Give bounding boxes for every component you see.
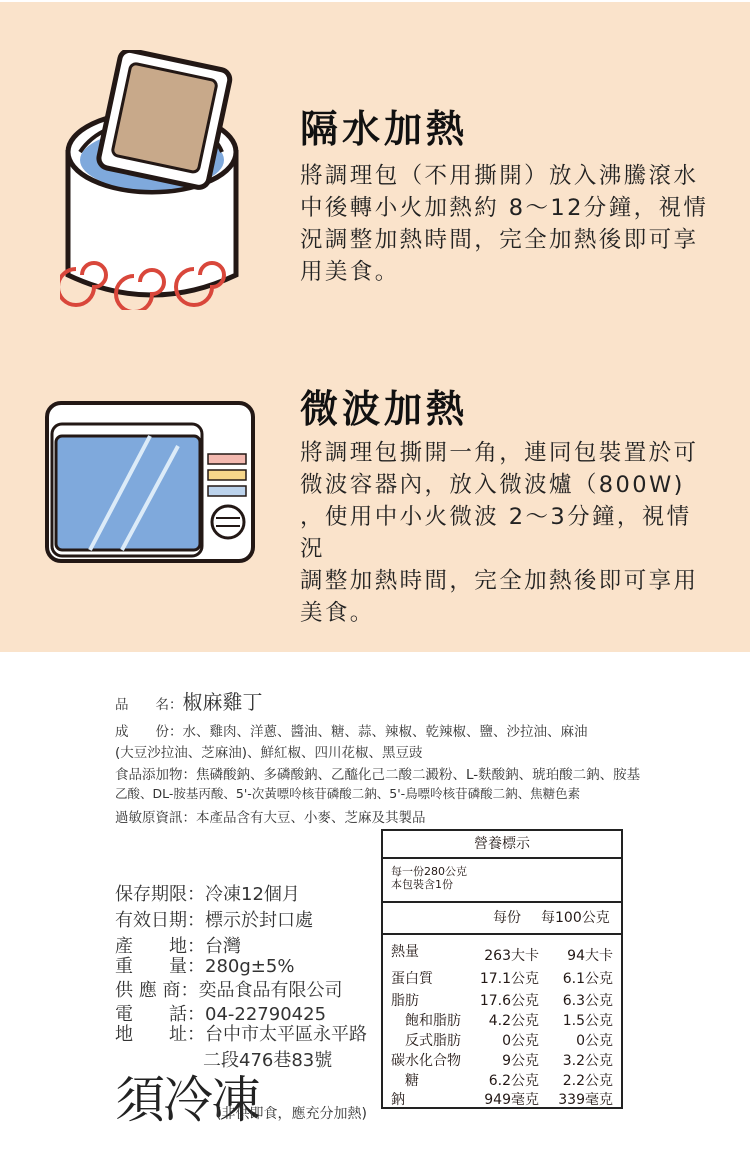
per-serving-value: 0公克	[502, 1033, 539, 1049]
nutrition-row	[383, 1089, 621, 1109]
origin-value: 台灣	[205, 936, 241, 957]
product-name: 椒麻雞丁	[182, 690, 263, 714]
supplier-value: 奕品食品有限公司	[198, 980, 343, 1001]
address-line-2: 二段476巷83號	[203, 1050, 333, 1071]
per-100g-value: 2.2公克	[562, 1073, 613, 1089]
additives-row	[115, 763, 640, 783]
expiry-value: 標示於封口處	[205, 910, 313, 931]
steam-line: 況調整加熱時間，完全加熱後即可享	[300, 227, 699, 253]
micro-line: 調整加熱時間，完全加熱後即可享用	[300, 568, 699, 594]
shelf-value: 冷凍12個月	[205, 884, 300, 905]
expiry-label: 有效日期：	[115, 910, 205, 931]
weight	[115, 952, 294, 978]
additives-1: 焦磷酸鈉、多磷酸鈉、乙醯化己二酸二澱粉、L-麩酸鈉、琥珀酸二鈉、胺基	[196, 767, 641, 783]
nutrient-name: 鈉	[391, 1092, 405, 1108]
name-label: 品 名：	[115, 697, 183, 713]
additives-label: 食品添加物：	[115, 767, 196, 783]
shelf-label: 保存期限：	[115, 884, 205, 905]
col-per-100g: 每100公克	[541, 910, 610, 926]
nutrition-row	[383, 941, 621, 964]
allergen-row	[115, 806, 426, 826]
per-serving-value: 17.1公克	[479, 971, 539, 987]
per-serving-value: 263大卡	[484, 948, 539, 964]
per-serving-value: 17.6公克	[479, 993, 539, 1009]
per-100g-value: 3.2公克	[562, 1053, 613, 1069]
per-100g-value: 6.3公克	[562, 993, 613, 1009]
per-serving-value: 9公克	[502, 1053, 539, 1069]
weight-value: 280g±5%	[205, 956, 295, 977]
per-100g-value: 1.5公克	[562, 1013, 613, 1029]
micro-line: 將調理包撕開一角，連同包裝置於可	[300, 440, 699, 466]
steam-line: 中後轉小火加熱約 8～12分鐘，視情	[300, 195, 709, 221]
micro-title: 微波加熱	[300, 387, 469, 431]
nutrition-divider	[383, 901, 621, 903]
ingredients-1: 水、雞肉、洋蔥、醬油、糖、蒜、辣椒、乾辣椒、鹽、沙拉油、麻油	[182, 724, 588, 740]
allergen-label: 過敏原資訊：	[115, 810, 196, 826]
frozen-warning: 須冷凍	[115, 1071, 259, 1129]
per-serving-value: 949毫克	[484, 1092, 539, 1108]
address-value-1: 台中市太平區永平路	[205, 1024, 367, 1045]
nutrition-row	[383, 1050, 621, 1070]
per-100g-value: 0公克	[576, 1033, 613, 1049]
micro-line: 美食。	[300, 600, 375, 626]
nutrition-row	[383, 968, 621, 988]
ingredients-label: 成 份：	[115, 724, 183, 740]
top-divider	[0, 0, 750, 2]
steam-title: 隔水加熱	[300, 107, 469, 151]
nutrition-divider	[383, 933, 621, 935]
ingredients-row	[115, 720, 588, 740]
steam-line: 用美食。	[300, 259, 400, 285]
phone-label: 電 話：	[115, 1004, 205, 1025]
steam-text	[300, 160, 710, 288]
nutrition-row	[383, 1070, 621, 1090]
per-serving-value: 4.2公克	[488, 1013, 539, 1029]
per-100g-value: 94大卡	[567, 948, 613, 964]
nutrition-table	[381, 829, 623, 1109]
nutrient-name: 反式脂肪	[405, 1033, 461, 1049]
nutrient-name: 糖	[405, 1073, 419, 1089]
micro-line: ，使用中小火微波 2～3分鐘，視情況	[300, 504, 692, 562]
nutrient-name: 熱量	[391, 944, 419, 960]
product-name-row	[115, 686, 263, 715]
phone-value: 04-22790425	[205, 1004, 327, 1025]
serving-size: 每一份280公克	[391, 865, 467, 878]
origin-label: 產 地：	[115, 936, 205, 957]
nutrition-row	[383, 1030, 621, 1050]
pot-icon	[60, 50, 245, 310]
expiry-date	[115, 906, 313, 932]
nutrient-name: 蛋白質	[391, 971, 433, 987]
per-100g-value: 6.1公克	[562, 971, 613, 987]
nutrient-name: 飽和脂肪	[405, 1013, 461, 1029]
nutrition-serving	[391, 865, 467, 891]
nutrient-name: 脂肪	[391, 993, 419, 1009]
servings-per-pack: 本包裝含1份	[391, 878, 453, 891]
per-serving-value: 6.2公克	[488, 1073, 539, 1089]
address	[115, 1020, 367, 1046]
steam-line: 將調理包（不用撕開）放入沸騰滾水	[300, 163, 699, 189]
nutrition-title: 營養標示	[383, 831, 621, 859]
supplier-label: 供 應 商：	[115, 980, 199, 1001]
address-label: 地 址：	[115, 1024, 205, 1045]
supplier	[115, 976, 342, 1002]
shelf-life	[115, 880, 300, 906]
nutrition-row	[383, 990, 621, 1010]
microwave-icon	[44, 400, 256, 566]
per-100g-value: 339毫克	[558, 1092, 613, 1108]
micro-text	[300, 437, 710, 629]
frozen-note: (非供即食，應充分加熱)	[216, 1106, 367, 1122]
micro-line: 微波容器內，放入微波爐（800W)	[300, 472, 685, 498]
nutrient-name: 碳水化合物	[391, 1053, 461, 1069]
col-per-serving: 每份	[493, 910, 521, 926]
ingredients-row-2: (大豆沙拉油、芝麻油)、鮮紅椒、四川花椒、黑豆豉	[115, 745, 423, 761]
allergen-text: 本產品含有大豆、小麥、芝麻及其製品	[196, 810, 426, 826]
nutrition-row	[383, 1010, 621, 1030]
weight-label: 重 量：	[115, 956, 205, 977]
additives-row-2: 乙酸、DL-胺基丙酸、5'-次黃嘌呤核苷磷酸二鈉、5'-鳥嘌呤核苷磷酸二鈉、焦糖色素	[115, 786, 581, 801]
